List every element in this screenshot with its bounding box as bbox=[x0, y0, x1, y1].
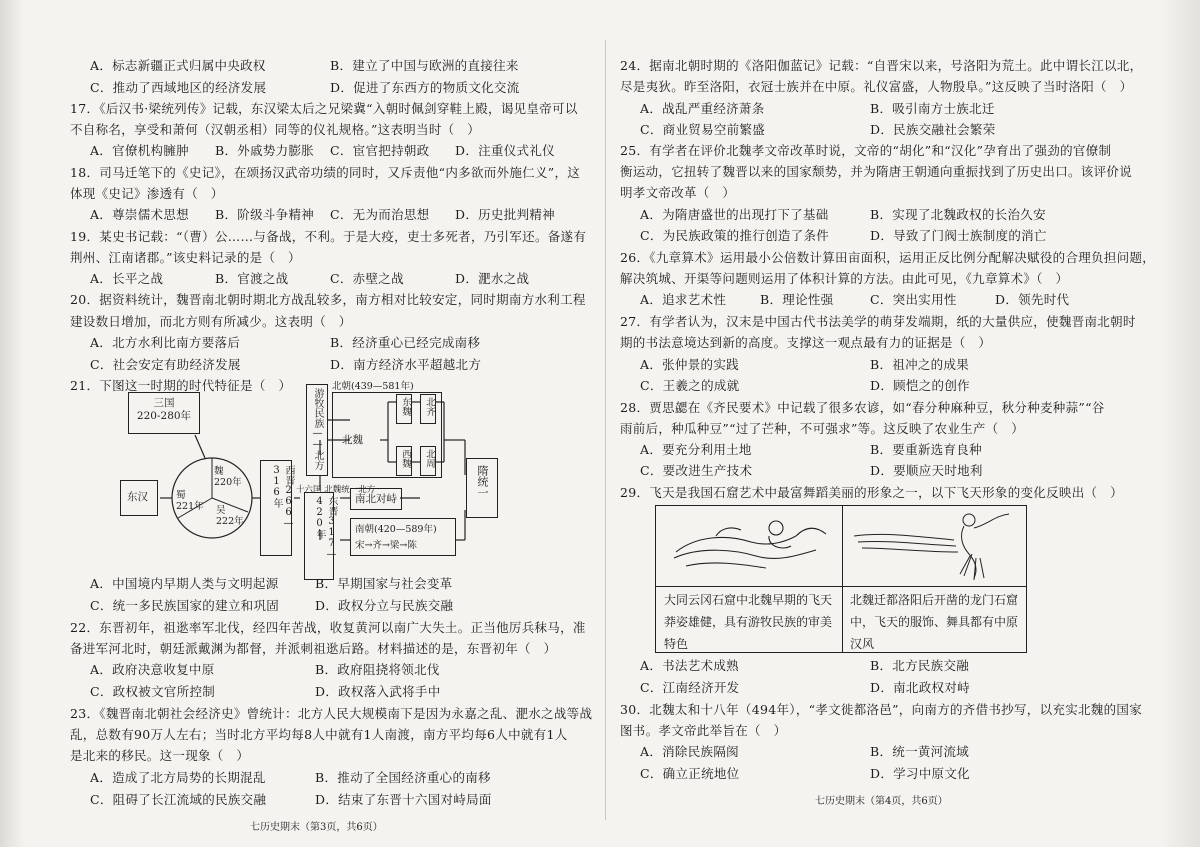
northern-zhou-label: 北周 bbox=[424, 449, 435, 468]
q24-option-b: B．吸引南方士族北迁 bbox=[870, 101, 995, 116]
shu-label: 蜀 221年 bbox=[176, 490, 204, 512]
q20-option-b: B．经济重心已经完成南移 bbox=[330, 335, 481, 350]
left-margin-shadow bbox=[0, 0, 24, 847]
q17-option-a: A．官僚机构臃肿 bbox=[90, 143, 189, 158]
right-page bbox=[615, 0, 1155, 847]
q17-option-b: B．外戚势力膨胀 bbox=[215, 143, 315, 158]
q24-option-c: C．商业贸易空前繁盛 bbox=[640, 122, 766, 137]
yungang-caption: 大同云冈石窟中北魏早期的飞天莽姿雄健，具有游牧民族的审美特色 bbox=[664, 593, 833, 651]
q25-option-c: C．为民族政策的推行创造了条件 bbox=[640, 228, 830, 243]
option-c: C．推动了西域地区的经济发展 bbox=[90, 80, 267, 95]
eastern-han-label: 东汉 bbox=[127, 491, 148, 503]
q28-option-c: C．要改进生产技术 bbox=[640, 463, 753, 478]
q27-option-d: D．顾恺之的创作 bbox=[870, 378, 970, 393]
q30-option-b: B．统一黄河流域 bbox=[870, 744, 970, 759]
q29-option-b: B．北方民族交融 bbox=[870, 658, 970, 673]
q30-option-c: C．确立正统地位 bbox=[640, 766, 740, 781]
western-wei-box bbox=[396, 446, 412, 476]
q25-option-b: B．实现了北魏政权的长治久安 bbox=[870, 207, 1046, 222]
option-a: A．标志新疆正式归属中央政权 bbox=[90, 58, 266, 73]
question-23-line-2: 乱，总数有90万人左右；当时北方平均每8人中就有1人南渡，南方平均每6人中就有1人 bbox=[70, 727, 568, 742]
q25-option-a: A．为隋唐盛世的出现打下了基础 bbox=[640, 207, 829, 222]
question-28-line-2: 雨前后，种瓜种豆”“过了芒种，不可强求”等。这反映了农业生产（ ） bbox=[620, 421, 1025, 436]
northern-zhou-box bbox=[420, 446, 436, 476]
q22-option-a: A．政府决意收复中原 bbox=[90, 662, 215, 677]
q23-option-b: B．推动了全国经济重心的南移 bbox=[315, 770, 491, 785]
eastern-jin-box bbox=[304, 492, 337, 580]
eastern-wei-box bbox=[396, 394, 412, 424]
option-b: B．建立了中国与欧洲的直接往来 bbox=[330, 58, 519, 73]
question-24-line-2: 尽是夷狄。昨至洛阳，衣冠士族并在中原。礼仪富盛，人物殷阜。”这反映了当时洛阳（ ） bbox=[620, 79, 1133, 94]
southern-dynasties-sequence: 宋→齐→梁→陈 bbox=[355, 540, 417, 551]
q30-option-a: A．消除民族隔阂 bbox=[640, 744, 739, 759]
flying-apsara-figure bbox=[655, 505, 1027, 653]
q29-option-c: C．江南经济开发 bbox=[640, 680, 740, 695]
wu-label: 吴 222年 bbox=[216, 505, 244, 527]
question-18-line-1: 18．司马迁笔下的《史记》，在颂扬汉武帝功绩的同时，又斥责他“内多欲而外施仁义”，这 bbox=[70, 165, 581, 180]
northern-dynasties-title: 北朝(439—581年) bbox=[332, 381, 414, 392]
sui-unification-label: 隋统一 bbox=[476, 465, 489, 498]
right-margin-shadow bbox=[1160, 0, 1200, 847]
north-south-label: 南北对峙 bbox=[355, 493, 397, 505]
question-26-line-1: 26．《九章算术》运用最小公倍数计算田亩面积，运用正反比例分配解决赋役的合理负担问题， bbox=[620, 250, 1156, 265]
western-jin-box bbox=[260, 460, 292, 556]
q23-option-c: C．阻碍了长江流域的民族交融 bbox=[90, 792, 267, 807]
figure-caption-divider bbox=[656, 586, 1026, 587]
right-page-footer: 七历史期末（第4页，共6页） bbox=[815, 796, 948, 807]
q18-option-b: B．阶级斗争精神 bbox=[215, 207, 315, 222]
question-27-line-1: 27．有学者认为，汉末是中国古代书法美学的萌芽发端期，纸的大量供应，使魏晋南北朝时 bbox=[620, 314, 1136, 329]
q27-option-b: B．祖冲之的成果 bbox=[870, 357, 970, 372]
q29-option-a: A．书法艺术成熟 bbox=[640, 658, 739, 673]
question-18-line-2: 体现《史记》渗透有（ ） bbox=[70, 186, 224, 201]
question-25-line-2: 衡运动，它扭转了魏晋以来的国家颓势，并为隋唐王朝通向重振找到了历史出口。该评价说 bbox=[620, 164, 1133, 179]
eastern-han-box bbox=[120, 480, 158, 516]
northern-wei-label: 北魏 bbox=[342, 434, 363, 446]
q22-option-c: C．政权被文官所控制 bbox=[90, 684, 216, 699]
q18-option-a: A．尊崇儒术思想 bbox=[90, 207, 189, 222]
question-30-line-2: 图书。孝文帝此举旨在（ ） bbox=[620, 723, 787, 738]
q19-option-a: A．长平之战 bbox=[90, 271, 164, 286]
eastern-jin-label: 东晋317—420年 bbox=[314, 496, 337, 560]
q26-option-a: A．追求艺术性 bbox=[640, 292, 727, 307]
dynasty-diagram bbox=[110, 380, 530, 570]
question-22-line-2: 备进军河北时，朝廷派戴渊为都督，并派刺祖逖后路。材料描述的是，东晋初年（ ） bbox=[70, 641, 557, 656]
q26-option-b: B．理论性强 bbox=[760, 292, 834, 307]
question-24-line-1: 24．据南北朝时期的《洛阳伽蓝记》记载：“自晋宋以来，号洛阳为荒土。此中谓长江以北， bbox=[620, 58, 1143, 73]
longmen-caption: 北魏迁都洛阳后开凿的龙门石窟中，飞天的服饰、舞具都有中原汉风 bbox=[850, 593, 1019, 651]
question-22-line-1: 22．东晋初年，祖逖率军北伐，经四年苦战，收复黄河以南广大失土。正当他厉兵秣马，准 bbox=[70, 620, 586, 635]
question-27-line-2: 期的书法意境达到新的高度。支撑这一观点最有力的证据是（ ） bbox=[620, 335, 992, 350]
q24-option-d: D．民族交融社会繁荣 bbox=[870, 122, 996, 137]
q28-option-a: A．要充分利用土地 bbox=[640, 442, 752, 457]
question-17-line-1: 17．《后汉书·梁统列传》记载，东汉梁太后之兄梁冀“入朝时佩剑穿鞋上殿，谒见皇帝可以 bbox=[70, 101, 578, 116]
q27-option-a: A．张仲景的实践 bbox=[640, 357, 739, 372]
q29-option-d: D．南北政权对峙 bbox=[870, 680, 970, 695]
q20-option-d: D．南方经济水平超越北方 bbox=[330, 357, 482, 372]
q23-option-a: A．造成了北方局势的长期混乱 bbox=[90, 770, 266, 785]
q19-option-d: D．淝水之战 bbox=[455, 271, 530, 286]
q25-option-d: D．导致了门阀士族制度的消亡 bbox=[870, 228, 1047, 243]
question-25-line-3: 明孝文帝改革（ ） bbox=[620, 185, 736, 200]
southern-dynasties-title: 南朝(420—589年) bbox=[355, 524, 437, 535]
western-wei-label: 西魏 bbox=[400, 449, 411, 468]
sixteen-kingdoms-label: 十六国 北魏统一北方 bbox=[296, 485, 376, 495]
northern-qi-label: 北齐 bbox=[424, 397, 435, 416]
q26-option-c: C．突出实用性 bbox=[870, 292, 957, 307]
sui-unification-box bbox=[466, 458, 498, 518]
question-23-line-3: 是北来的移民。这一现象（ ） bbox=[70, 748, 250, 763]
three-kingdoms-box bbox=[128, 392, 200, 434]
southern-dynasties-box bbox=[350, 518, 456, 556]
question-19-line-2: 荆州、江南诸郡。”该史料记录的是（ ） bbox=[70, 250, 301, 265]
question-20-line-1: 20．据资料统计，魏晋南北朝时期北方战乱较多，南方相对比较安定，同时期南方水利工程 bbox=[70, 292, 586, 307]
q17-option-c: C．宦官把持朝政 bbox=[330, 143, 430, 158]
question-25-line-1: 25．有学者在评价北魏孝文帝改革时说，文帝的“胡化”和“汉化”孕育出了强劲的官僚制 bbox=[620, 143, 1112, 158]
three-kingdoms-label: 三国 220-280年 bbox=[136, 397, 192, 422]
q27-option-c: C．王羲之的成就 bbox=[640, 378, 740, 393]
q26-option-d: D．领先时代 bbox=[995, 292, 1070, 307]
left-page-footer: 七历史期末（第3页，共6页） bbox=[250, 822, 383, 833]
north-south-box bbox=[350, 488, 402, 510]
question-26-line-2: 解决筑城、开渠等问题则运用了体积计算的方法。由此可见，《九章算术》（ ） bbox=[620, 271, 1069, 286]
figure-divider bbox=[842, 506, 843, 652]
q24-option-a: A．战乱严重经济萧条 bbox=[640, 101, 765, 116]
left-page bbox=[70, 0, 600, 847]
eastern-wei-label: 东魏 bbox=[400, 397, 411, 416]
q28-option-b: B．要重新选育良种 bbox=[870, 442, 982, 457]
question-23-line-1: 23．《魏晋南北朝社会经济史》曾统计：北方人民大规模南下是因为永嘉之乱、淝水之战等战 bbox=[70, 706, 593, 721]
nomads-box bbox=[306, 384, 328, 476]
q20-option-a: A．北方水利比南方要落后 bbox=[90, 335, 241, 350]
q21-option-a: A．中国境内早期人类与文明起源 bbox=[90, 576, 279, 591]
page-spine bbox=[605, 40, 606, 820]
q21-option-d: D．政权分立与民族交融 bbox=[315, 598, 454, 613]
q28-option-d: D．要顺应天时地利 bbox=[870, 463, 983, 478]
q22-option-d: D．政权落入武将手中 bbox=[315, 684, 441, 699]
q21-option-c: C．统一多民族国家的建立和巩固 bbox=[90, 598, 280, 613]
question-21-line-1: 21．下图这一时期的时代特征是（ ） bbox=[70, 378, 292, 393]
q18-option-d: D．历史批判精神 bbox=[455, 207, 555, 222]
longmen-apsara-image bbox=[844, 506, 1028, 586]
question-20-line-2: 建设数日增加，而北方则有所减少。这表明（ ） bbox=[70, 314, 352, 329]
q23-option-d: D．结束了东晋十六国对峙局面 bbox=[315, 792, 492, 807]
q17-option-d: D．注重仪式礼仪 bbox=[455, 143, 555, 158]
yungang-apsara-image bbox=[656, 506, 842, 586]
q20-option-c: C．社会安定有助经济发展 bbox=[90, 357, 241, 372]
q30-option-d: D．学习中原文化 bbox=[870, 766, 970, 781]
nomads-label: 游牧民族——北方 bbox=[312, 388, 323, 470]
option-d: D．促进了东西方的物质文化交流 bbox=[330, 80, 520, 95]
question-19-line-1: 19．某史书记载：“（曹）公……与备战，不利。于是大疫，吏士多死者，乃引军还。备遂有 bbox=[70, 229, 587, 244]
q18-option-c: C．无为而治思想 bbox=[330, 207, 430, 222]
northern-qi-box bbox=[420, 394, 436, 424]
q22-option-b: B．政府阻挠将领北伐 bbox=[315, 662, 440, 677]
question-28-line-1: 28．贾思勰在《齐民要术》中记载了很多农谚，如“春分种麻种豆，秋分种麦种蒜”“谷 bbox=[620, 400, 1105, 415]
question-30-line-1: 30．北魏太和十八年（494年），“孝文徙都洛邑”，向南方的齐借书抄写，以充实北魏的国家 bbox=[620, 702, 1142, 717]
western-jin-label: 西晋266—316年 bbox=[271, 465, 294, 529]
question-17-line-2: 不自称名，享受和萧何（汉朝丞相）同等的仪礼规格。”这表明当时（ ） bbox=[70, 122, 481, 137]
q19-option-c: C．赤壁之战 bbox=[330, 271, 404, 286]
question-29-line-1: 29．飞天是我国石窟艺术中最富舞蹈美丽的形象之一，以下飞天形象的变化反映出（ ） bbox=[620, 485, 1123, 500]
q19-option-b: B．官渡之战 bbox=[215, 271, 289, 286]
q21-option-b: B．早期国家与社会变革 bbox=[315, 576, 453, 591]
wei-label: 魏 220年 bbox=[214, 466, 242, 488]
